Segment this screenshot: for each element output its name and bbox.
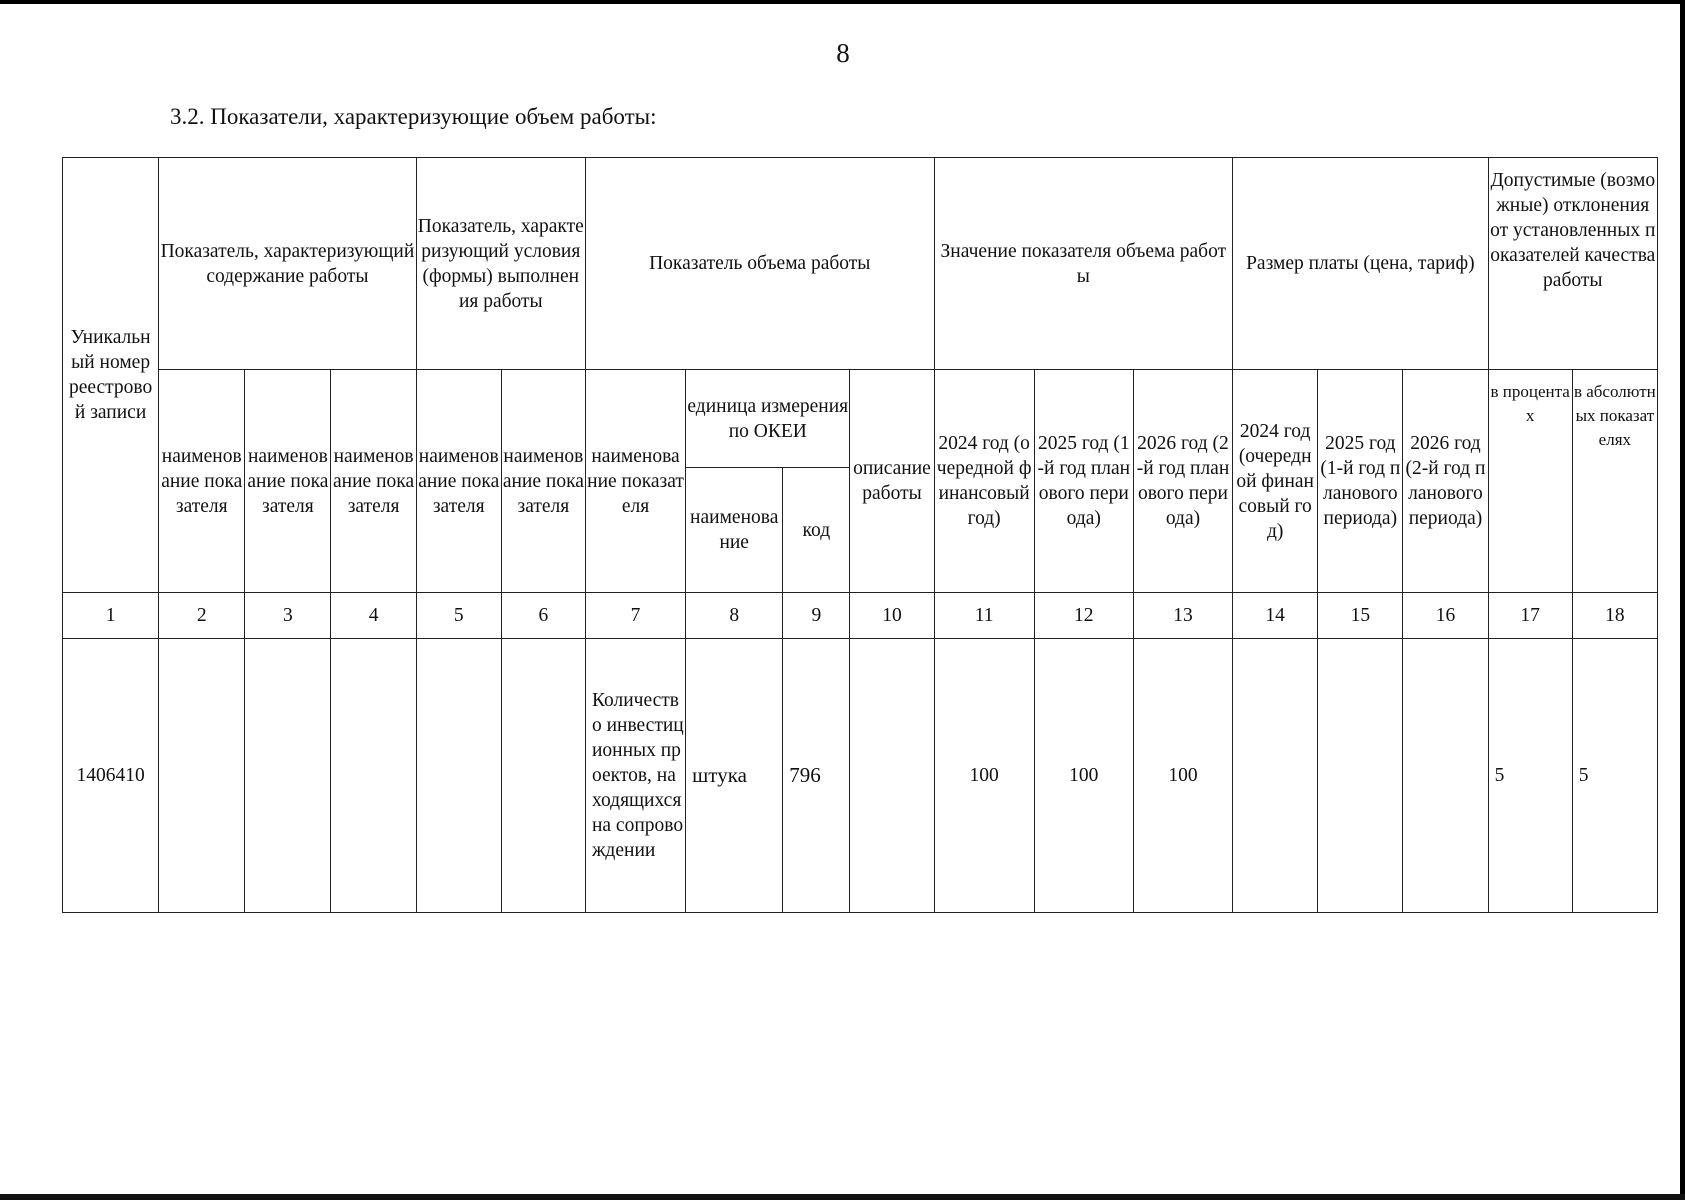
header-unique-number: Уникальный номер реестровой записи: [63, 158, 159, 593]
cell-unique-number: 1406410: [63, 639, 159, 913]
cell-content-indicator-3: [331, 639, 416, 913]
header-value-2026: 2026 год (2-й год планового периода): [1133, 370, 1232, 593]
column-number-2: 2: [159, 593, 245, 639]
cell-value-2024: 100: [934, 639, 1034, 913]
header-unit-name: наименование: [686, 468, 783, 593]
cell-work-description: [850, 639, 934, 913]
column-number-8: 8: [686, 593, 783, 639]
header-content-group: Показатель, характеризующий содержание работы: [159, 158, 416, 370]
cell-content-indicator-2: [245, 639, 331, 913]
column-number-3: 3: [245, 593, 331, 639]
cell-indicator-name: Количество инвестиционных проектов, находящихся на сопровождении: [585, 639, 685, 913]
cell-condition-indicator-1: [416, 639, 501, 913]
header-fee-2024: 2024 год (очередной финансовый год): [1233, 370, 1318, 593]
header-unit-code: код: [783, 468, 850, 593]
scan-edge-top: [0, 0, 1685, 4]
header-indicator-name-2: наименование показателя: [159, 370, 245, 593]
section-title: 3.2. Показатели, характеризующие объем работы:: [170, 104, 657, 129]
column-number-11: 11: [934, 593, 1034, 639]
cell-value-2025: 100: [1034, 639, 1133, 913]
column-number-5: 5: [416, 593, 501, 639]
cell-fee-2026: [1403, 639, 1488, 913]
column-number-16: 16: [1403, 593, 1488, 639]
work-volume-table: [62, 157, 1658, 913]
scan-edge-right: [1680, 0, 1685, 1200]
header-value-group: Значение показателя объема работы: [934, 158, 1233, 370]
header-indicator-name-4: наименование показателя: [331, 370, 416, 593]
column-number-7: 7: [585, 593, 685, 639]
scan-edge-bottom: [0, 1194, 1685, 1200]
cell-condition-indicator-2: [501, 639, 585, 913]
column-number-17: 17: [1488, 593, 1572, 639]
column-number-15: 15: [1318, 593, 1403, 639]
header-value-2025: 2025 год (1-й год планового периода): [1034, 370, 1133, 593]
header-indicator-name-7: наименование показателя: [585, 370, 685, 593]
header-indicator-name-6: наименование показателя: [501, 370, 585, 593]
header-fee-group: Размер платы (цена, тариф): [1233, 158, 1488, 370]
page-number: 8: [836, 38, 850, 68]
header-work-description: описание работы: [850, 370, 934, 593]
cell-fee-2024: [1233, 639, 1318, 913]
column-number-1: 1: [63, 593, 159, 639]
cell-content-indicator-1: [159, 639, 245, 913]
table-row: [63, 639, 1658, 913]
column-number-18: 18: [1572, 593, 1657, 639]
cell-dev-percent: 5: [1488, 639, 1572, 913]
header-fee-2025: 2025 год (1-й год планового периода): [1318, 370, 1403, 593]
column-number-12: 12: [1034, 593, 1133, 639]
cell-dev-absolute: 5: [1572, 639, 1657, 913]
header-value-2024: 2024 год (очередной финансовый год): [934, 370, 1034, 593]
column-number-10: 10: [850, 593, 934, 639]
cell-fee-2025: [1318, 639, 1403, 913]
column-number-13: 13: [1133, 593, 1232, 639]
header-unit-okei: единица измерения по ОКЕИ: [686, 370, 850, 468]
header-volume-group: Показатель объема работы: [585, 158, 934, 370]
column-number-6: 6: [501, 593, 585, 639]
header-dev-absolute: в абсолютных показателях: [1572, 370, 1657, 593]
cell-value-2026: 100: [1133, 639, 1232, 913]
column-number-4: 4: [331, 593, 416, 639]
column-number-14: 14: [1233, 593, 1318, 639]
header-deviation-group: Допустимые (возможные) отклонения от установленных показателей качества работы: [1488, 158, 1657, 370]
header-indicator-name-3: наименование показателя: [245, 370, 331, 593]
header-conditions-group: Показатель, характеризующий условия (формы) выполнения работы: [416, 158, 585, 370]
header-indicator-name-5: наименование показателя: [416, 370, 501, 593]
header-dev-percent: в процентах: [1488, 370, 1572, 593]
column-number-9: 9: [783, 593, 850, 639]
cell-unit-code: 796: [783, 639, 850, 913]
cell-unit-name: штука: [686, 639, 783, 913]
header-fee-2026: 2026 год (2-й год планового периода): [1403, 370, 1488, 593]
